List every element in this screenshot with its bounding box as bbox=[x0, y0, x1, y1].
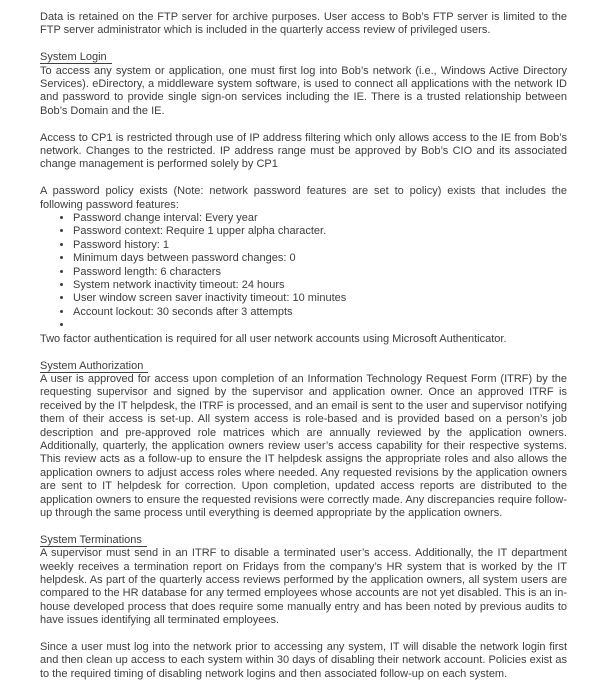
password-feature-account-lockout: • Account lockout: 30 seconds after 3 attempts bbox=[73, 306, 567, 319]
password-feature-context: • Password context: Require 1 upper alpha character. bbox=[73, 225, 567, 238]
paragraph-system-login: To access any system or application, one must first log into Bob’s network (i.e., Windows Active Directory Services). eDirectory, a middleware system software, is used to connect all applications with the network ID and password to provide single sign-on services including the IE. There is a trusted relationship between Bob’s Domain and the IE. bbox=[40, 64, 567, 117]
password-feature-change-interval: • Password change interval: Every year bbox=[73, 212, 567, 225]
password-features-list bbox=[40, 212, 567, 333]
heading-system-terminations-text: System Terminations bbox=[40, 534, 147, 547]
paragraph-system-terminations: A supervisor must send in an ITRF to disable a terminated user’s access. Additionally, the IT department weekly receives a termination report on Fridays from the company’s HR system that is worked by the IT helpdesk. As part of the quarterly access reviews performed by the application owners, all system users are compared to the HR database for any termed employees whose accounts are not yet disabled. This is an in-house developed process that does require some manually entry and has been noted by previous audits to have issues identifying all terminated employees. bbox=[40, 547, 567, 627]
password-feature-empty-item bbox=[73, 319, 567, 332]
heading-system-login bbox=[40, 51, 567, 64]
paragraph-cp1-access: Access to CP1 is restricted through use of IP address filtering which only allows access to the IE from Bob’s network. Changes to the restricted. IP address range must be approved by Bob’s CIO and its associated change management is performed solely by CP1 bbox=[40, 131, 567, 171]
paragraph-ftp-retention: Data is retained on the FTP server for archive purposes. User access to Bob’s FTP server is limited to the FTP server administrator which is included in the quarterly access review of privileged users. bbox=[40, 11, 567, 37]
paragraph-system-authorization: A user is approved for access upon completion of an Information Technology Request Form (ITRF) by the requesting supervisor and signed by the supervisor and application owner. Once an approved ITRF is received by the IT helpdesk, the ITRF is processed, and an email is sent to the user and supervisor notifying them of their access is set-up. All system access is role-based and is provided based on a person’s job description and pre-approved role matrices which are annually reviewed by the application owners. Additionally, quarterly, the application owners review user’s access capability for their respective systems. This review acts as a follow-up to ensure the IT helpdesk assigns the appropriate roles and also allows the application owners to adjust access roles where needed. Any requested revisions by the application owners are sent to IT helpdesk for correction. Upon completion, updated access reports are distributed to the application owners to ensure the requested revisions were correctly made. Any discrepancies require follow-up through the same process until everything is deemed appropriate by the application owners. bbox=[40, 372, 567, 519]
heading-system-terminations bbox=[40, 534, 567, 547]
heading-system-login-text: System Login bbox=[40, 51, 112, 64]
paragraph-password-policy-intro: A password policy exists (Note: network password features are set to policy) exists that includes the following password features: bbox=[40, 185, 567, 211]
heading-system-authorization-text: System Authorization bbox=[40, 360, 148, 373]
password-feature-history: • Password history: 1 bbox=[73, 239, 567, 252]
paragraph-network-disable: Since a user must log into the network prior to accessing any system, IT will disable the network login first and then clean up access to each system within 30 days of disabling their network account. Policies exist as to the required timing of disabling network logins and then associated follow-up on each system. bbox=[40, 641, 567, 680]
heading-system-authorization bbox=[40, 360, 567, 373]
password-feature-length: • Password length: 6 characters bbox=[73, 266, 567, 279]
password-feature-network-timeout: • System network inactivity timeout: 24 hours bbox=[73, 279, 567, 292]
password-feature-minimum-days: • Minimum days between password changes: 0 bbox=[73, 252, 567, 265]
paragraph-two-factor: Two factor authentication is required for all user network accounts using Microsoft Authenticator. bbox=[40, 332, 507, 345]
password-feature-screensaver-timeout: • User window screen saver inactivity timeout: 10 minutes bbox=[73, 292, 567, 305]
